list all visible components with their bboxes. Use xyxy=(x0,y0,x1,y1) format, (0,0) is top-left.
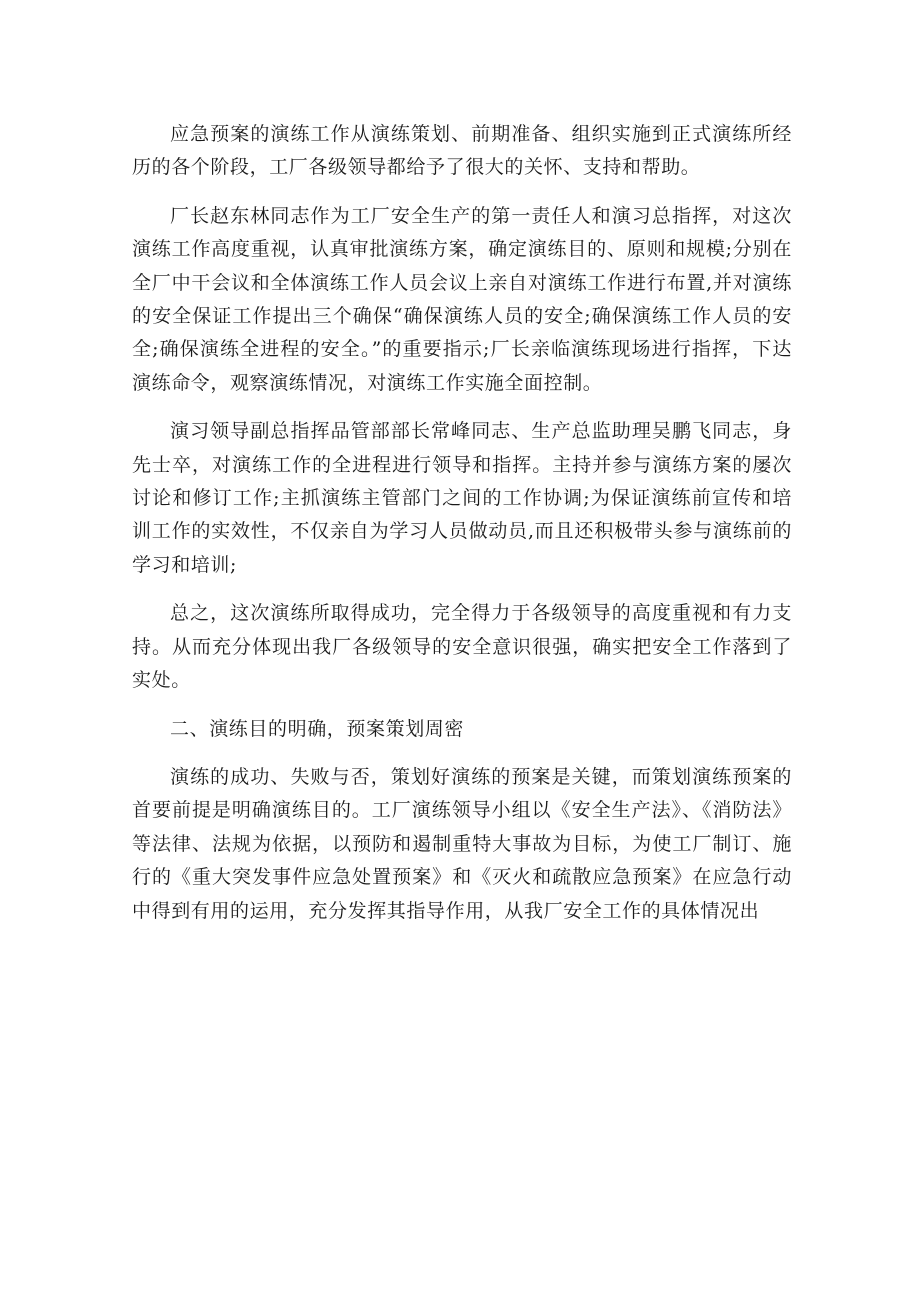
paragraph-leadership-care: 应急预案的演练工作从演练策划、前期准备、组织实施到正式演练所经历的各个阶段，工厂各级领导都给予了很大的关怀、支持和帮助。 xyxy=(132,123,792,179)
section-heading: 二、演练目的明确，预案策划周密 xyxy=(170,717,465,740)
paragraph-deputy-commanders: 演习领导副总指挥品管部部长常峰同志、生产总监助理吴鹏飞同志，身先士卒，对演练工作的全进程进行领导和指挥。主持并参与演练方案的屡次讨论和修订工作;主抓演练主管部门之间的工作协调;为保证演练前宣传和培训工作的实效性，不仅亲自为学习人员做动员,而且还积极带头参与演练前的学习和培训; xyxy=(132,420,792,576)
paragraph-drill-purpose: 演练的成功、失败与否，策划好演练的预案是关键，而策划演练预案的首要前提是明确演练目的。工厂演练领导小组以《安全生产法》、《消防法》等法律、法规为依据，以预防和遏制重特大事故为目标，为使工厂制订、施行的《重大突发事件应急处置预案》和《灭火和疏散应急预案》在应急行动中得到有用的运用，充分发挥其指导作用，从我厂安全工作的具体情况出 xyxy=(132,765,792,922)
paragraph-summary: 总之，这次演练所取得成功，完全得力于各级领导的高度重视和有力支持。从而充分体现出我厂各级领导的安全意识很强，确实把安全工作落到了实处。 xyxy=(132,602,792,692)
paragraph-factory-director: 厂长赵东林同志作为工厂安全生产的第一责任人和演习总指挥，对这次演练工作高度重视，认真审批演练方案，确定演练目的、原则和规模;分别在全厂中干会议和全体演练工作人员会议上亲自对演练工作进行布置,并对演练的安全保证工作提出三个确保“确保演练人员的安全;确保演练工作人员的安全;确保演练全进程的安全。”的重要指示;厂长亲临演练现场进行指挥，下达演练命令，观察演练情况，对演练工作实施全面控制。 xyxy=(132,204,792,394)
